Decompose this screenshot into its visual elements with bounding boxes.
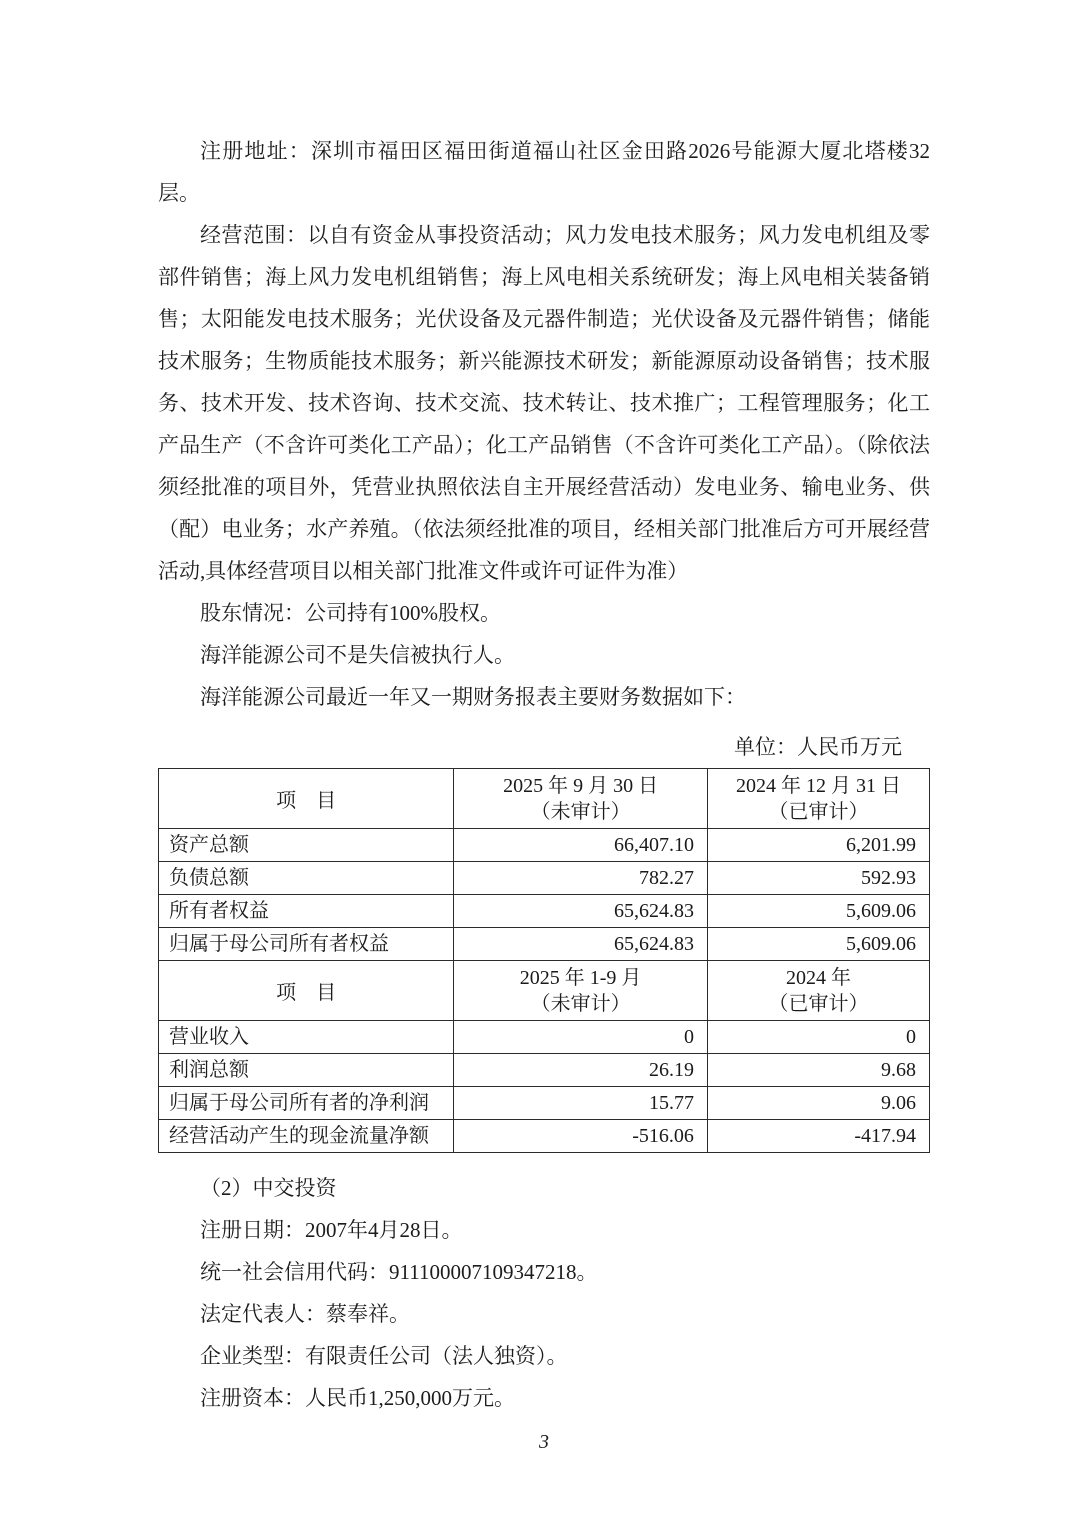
para-business-scope: 经营范围：以自有资金从事投资活动；风力发电技术服务；风力发电机组及零部件销售；海上风力发电机组销售；海上风电相关系统研发；海上风电相关装备销售；太阳能发电技术服务；光伏设备及元器件制造；光伏设备及元器件销售；储能技术服务；生物质能技术服务；新兴能源技术研发；新能源原动设备销售；技术服务、技术开发、技术咨询、技术交流、技术转让、技术推广；工程管理服务；化工产品生产（不含许可类化工产品）；化工产品销售（不含许可类化工产品）。（除依法须经批准的项目外，凭营业执照依法自主开展经营活动）发电业务、输电业务、供（配）电业务；水产养殖。（依法须经批准的项目，经相关部门批准后方可开展经营活动,具体经营项目以相关部门批准文件或许可证件为准）: [158, 223, 930, 583]
balance-header-current-date: 2025 年 9 月 30 日: [503, 774, 659, 797]
table-unit-label: 单位：人民币万元: [734, 735, 902, 759]
para-financial-data-intro: 海洋能源公司最近一年又一期财务报表主要财务数据如下：: [200, 685, 746, 709]
table-row-owners-equity: [159, 895, 930, 928]
line-legal-representative: 法定代表人：蔡奉祥。: [200, 1302, 410, 1326]
balance-header-period-current: [454, 769, 708, 829]
income-header-item: 项 目: [159, 961, 454, 1021]
balance-header-period-prior: [707, 769, 929, 829]
balance-header-item: 项 目: [159, 769, 454, 829]
row-value-prior: 5,609.06: [707, 895, 929, 928]
row-label: 所有者权益: [159, 895, 454, 928]
row-label: 资产总额: [159, 829, 454, 862]
financial-data-table: [158, 768, 930, 1153]
table-row-equity-attributable-to-parent: [159, 928, 930, 961]
para-shareholder-status: 股东情况：公司持有100%股权。: [200, 601, 501, 625]
table-row-net-operating-cash-flow: [159, 1120, 930, 1153]
line-registration-date: 注册日期：2007年4月28日。: [200, 1218, 463, 1242]
row-value-prior: 5,609.06: [707, 928, 929, 961]
line-registered-capital: 注册资本：人民币1,250,000万元。: [200, 1386, 515, 1410]
row-label: 归属于母公司所有者权益: [159, 928, 454, 961]
income-header-current-note: （未审计）: [530, 992, 631, 1015]
income-header-prior-note: （已审计）: [768, 992, 869, 1015]
row-value-prior: 9.68: [707, 1054, 929, 1087]
page-content: [158, 130, 930, 1463]
row-label: 利润总额: [159, 1054, 454, 1087]
row-label: 负债总额: [159, 862, 454, 895]
row-value-prior: 592.93: [707, 862, 929, 895]
balance-header-prior-date: 2024 年 12 月 31 日: [735, 774, 901, 797]
row-value-prior: 0: [707, 1021, 929, 1054]
row-value-current: -516.06: [454, 1120, 708, 1153]
income-header-prior-date: 2024 年: [785, 966, 851, 989]
balance-header-row: [159, 769, 930, 829]
row-value-prior: 9.06: [707, 1087, 929, 1120]
row-value-current: 26.19: [454, 1054, 708, 1087]
income-header-period-prior: [707, 961, 929, 1021]
income-header-row: [159, 961, 930, 1021]
table-row-net-profit-attributable-to-parent: [159, 1087, 930, 1120]
income-header-period-current: [454, 961, 708, 1021]
para-registered-address: 注册地址：深圳市福田区福田街道福山社区金田路2026号能源大厦北塔楼32层。: [158, 139, 930, 205]
row-value-current: 0: [454, 1021, 708, 1054]
table-row-operating-revenue: [159, 1021, 930, 1054]
para-not-dishonest-executee: 海洋能源公司不是失信被执行人。: [200, 643, 515, 667]
row-value-current: 65,624.83: [454, 928, 708, 961]
row-value-current: 782.27: [454, 862, 708, 895]
row-value-current: 65,624.83: [454, 895, 708, 928]
balance-header-current-note: （未审计）: [530, 800, 631, 823]
table-row-total-liabilities: [159, 862, 930, 895]
line-enterprise-type: 企业类型：有限责任公司（法人独资）。: [200, 1344, 568, 1368]
row-label: 归属于母公司所有者的净利润: [159, 1087, 454, 1120]
row-label: 营业收入: [159, 1021, 454, 1054]
income-header-current-date: 2025 年 1-9 月: [519, 966, 642, 989]
row-label: 经营活动产生的现金流量净额: [159, 1120, 454, 1153]
row-value-current: 15.77: [454, 1087, 708, 1120]
subsection-heading: （2）中交投资: [200, 1176, 337, 1200]
page-number: 3: [539, 1431, 549, 1453]
row-value-prior: 6,201.99: [707, 829, 929, 862]
row-value-prior: -417.94: [707, 1120, 929, 1153]
table-row-total-assets: [159, 829, 930, 862]
line-unified-social-credit-code: 统一社会信用代码：911100007109347218。: [200, 1260, 598, 1284]
row-value-current: 66,407.10: [454, 829, 708, 862]
table-row-total-profit: [159, 1054, 930, 1087]
balance-header-prior-note: （已审计）: [768, 800, 869, 823]
